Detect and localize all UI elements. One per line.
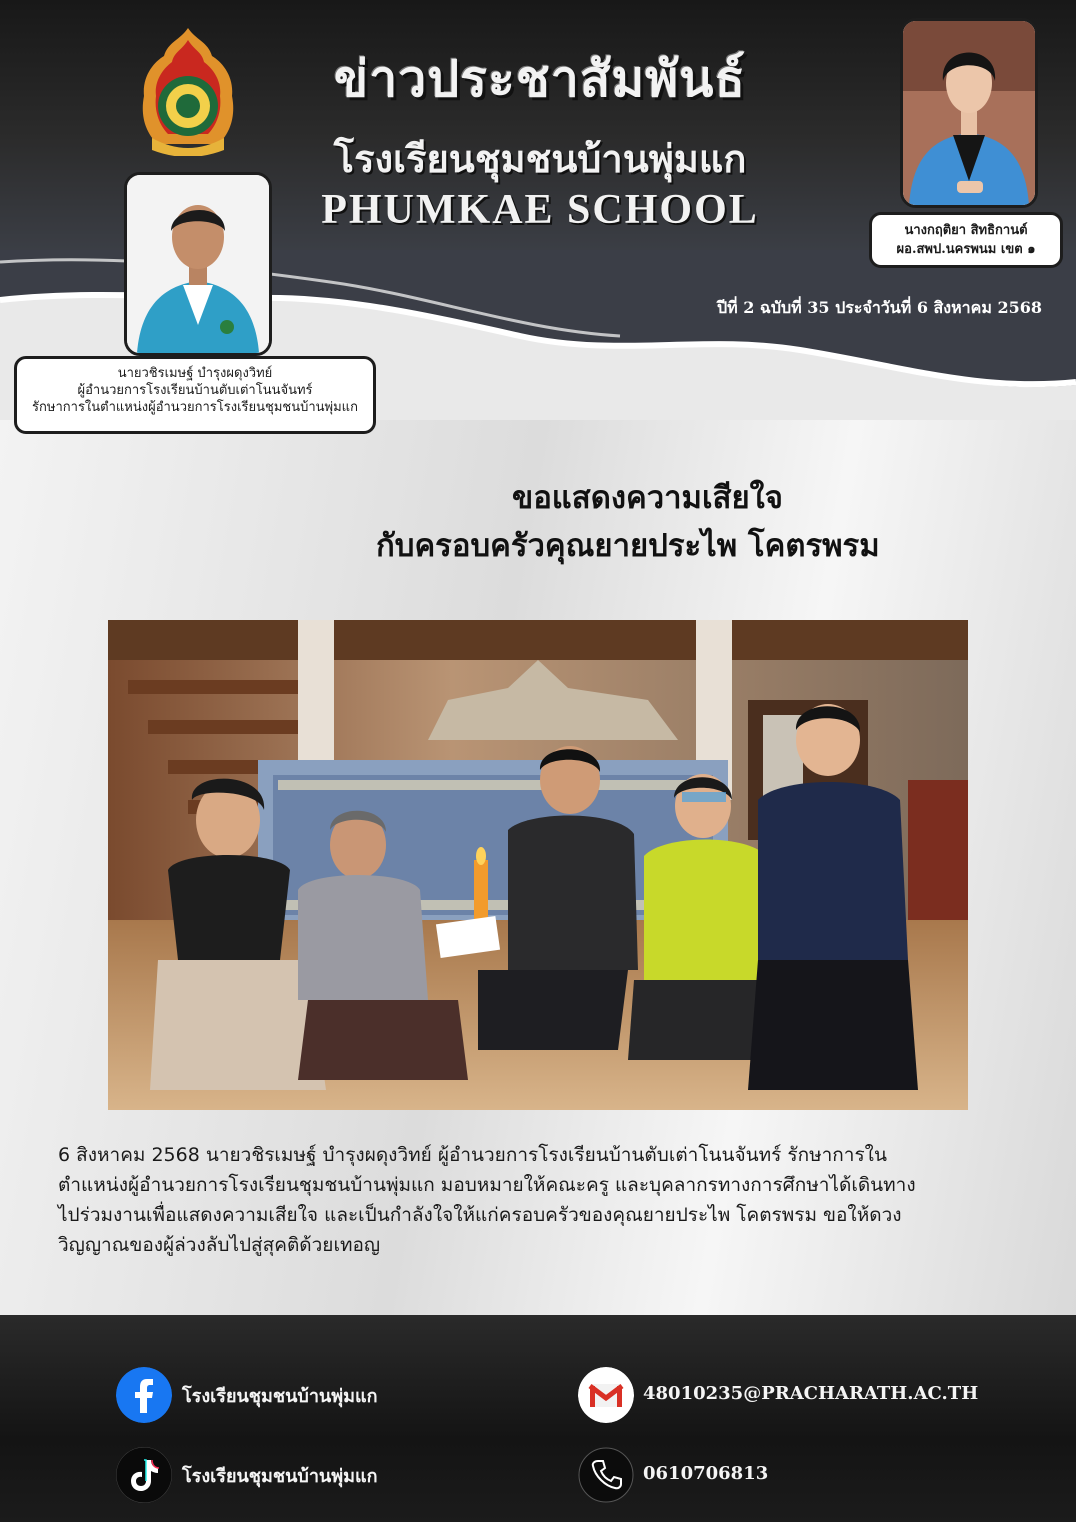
tiktok-link[interactable]: โรงเรียนชุมชนบ้านพุ่มแก [182,1466,378,1487]
article-headline-line-2: กับครอบครัวคุณยายประไพ โคตรพรม [376,528,880,564]
gmail-icon[interactable] [578,1367,634,1423]
newsletter-title: ข่าวประชาสัมพันธ์ [334,49,746,108]
issue-info: ปีที่ 2 ฉบับที่ 35 ประจำวันที่ 6 สิงหาคม 2568 [716,298,1042,317]
tiktok-icon[interactable] [116,1447,172,1503]
director-portrait [124,172,272,356]
article-photo [108,620,968,1110]
article-body [58,1140,1024,1260]
area-director-caption [869,212,1063,268]
director-name: นายวชิรเมษฐ์ บำรุงผดุงวิทย์ [117,366,273,381]
phone-number[interactable]: 0610706813 [643,1463,769,1484]
facebook-link[interactable]: โรงเรียนชุมชนบ้านพุ่มแก [182,1386,378,1407]
email-address[interactable]: 48010235@PRACHARATH.AC.TH [643,1383,979,1404]
article-headline-line-1: ขอแสดงความเสียใจ [512,480,783,516]
article-body-line-3: ไปร่วมงานเพื่อแสดงความเสียใจ และเป็นกำลังใจให้แก่ครอบครัวของคุณยายประไพ โคตรพรม ขอให้ดวง [58,1204,902,1226]
phone-icon[interactable] [578,1447,634,1503]
contact-footer [0,1315,1076,1522]
area-director-name: นางกฤติยา สิทธิกานต์ [904,223,1028,238]
article-body-line-1: 6 สิงหาคม 2568 นายวชิรเมษฐ์ บำรุงผดุงวิทย์ ผู้อำนวยการโรงเรียนบ้านตับเต่าโนนจันทร์ รักษาการใน [58,1144,887,1166]
obec-emblem-logo [138,26,238,156]
area-director-photo [903,21,1035,205]
school-name-english: PHUMKAE SCHOOL [321,187,759,233]
area-director-portrait [900,18,1038,208]
article-body-line-2: ตำแหน่งผู้อำนวยการโรงเรียนชุมชนบ้านพุ่มแก มอบหมายให้คณะครู และบุคลากรทางการศึกษาได้เดินทาง [58,1174,916,1196]
condolence-visit-photo [108,620,968,1110]
director-acting-position: รักษาการในตำแหน่งผู้อำนวยการโรงเรียนชุมชนบ้านพุ่มแก [32,400,358,415]
school-name-thai: โรงเรียนชุมชนบ้านพุ่มแก [333,136,747,181]
facebook-icon[interactable] [116,1367,172,1423]
director-position: ผู้อำนวยการโรงเรียนบ้านตับเต่าโนนจันทร์ [77,383,313,398]
article-body-line-4: วิญญาณของผู้ล่วงลับไปสู่สุคติด้วยเทอญ [58,1234,381,1256]
area-director-position: ผอ.สพป.นครพนม เขต ๑ [896,242,1036,257]
director-caption [14,356,376,434]
director-photo [127,175,269,353]
